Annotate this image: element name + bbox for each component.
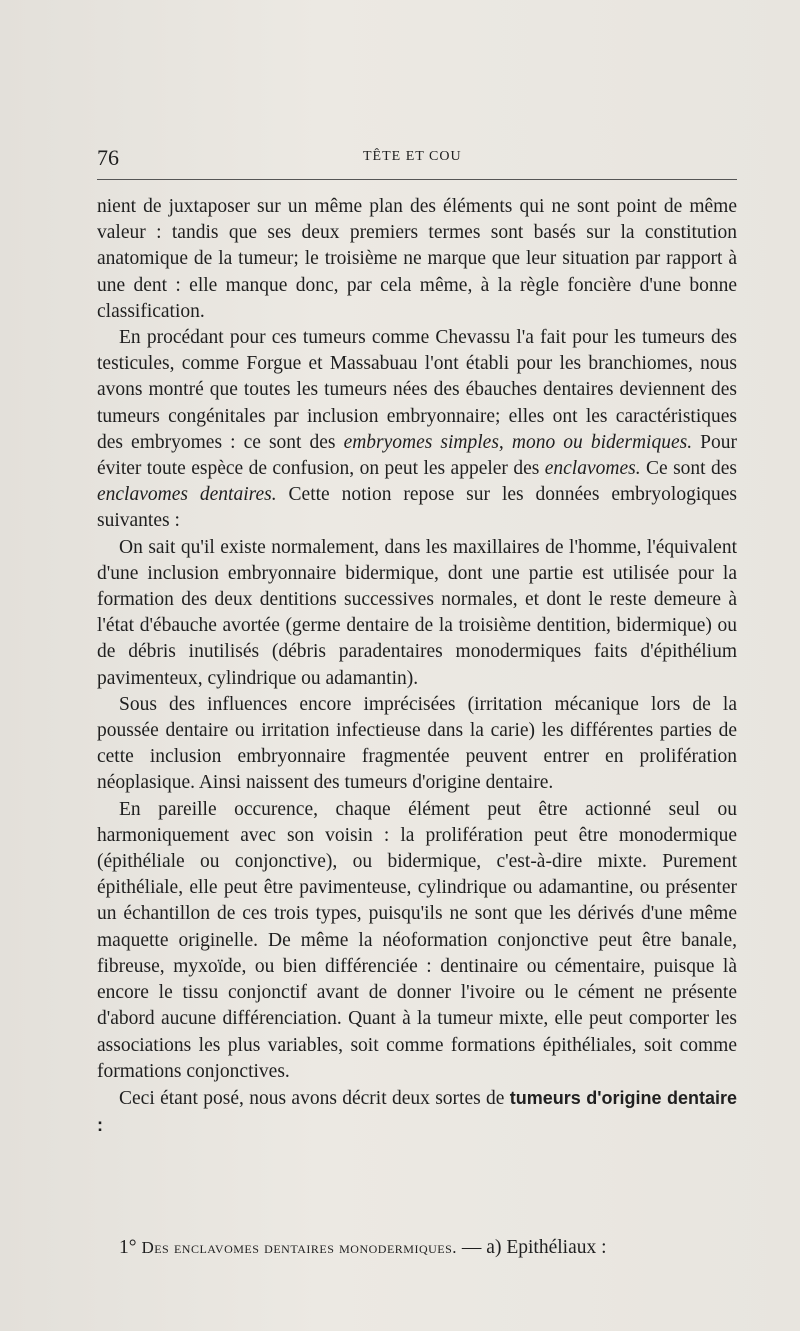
paragraph-4: Sous des influences encore imprécisées (irritation mécanique lors de la poussée dentaire ou irritation infectieuse dans la carie) les différentes parties de cette inclusion embryonnaire fragmentée peuvent entrer en prolifération néoplasique. Ainsi naissent des tumeurs d'origine dentaire. [97,693,737,794]
paragraph-2-text-a: En procédant pour ces tumeurs comme Chevassu l'a fait pour les tumeurs des testicules, comme Forgue et Massabuau l'ont établi pour les branchiomes, nous avons montré que toutes les tumeurs nées des ébauches dentaires deviennent des tumeurs congénitales par inclusion embryonnaire; elles ont les caractéristiques des embryomes : ce sont des [97,327,737,453]
section-heading-line [97,1237,737,1259]
paragraph-5: En pareille occurence, chaque élément peut être actionné seul ou harmoniquement avec son voisin : la prolifération peut être monodermique (épithéliale ou conjonctive), ou bidermique, c'est-à-dire mixte. Purement épithéliale, elle peut être pavimenteuse, cylindrique ou adamantine, ou présenter un échantillon de ces trois types, puisqu'ils ne sont que les dérivés d'une même maquette originelle. De même la néoformation conjonctive peut être banale, fibreuse, myxoïde, ou bien différenciée : dentinaire ou cémentaire, puisque là encore le tissu conjonctif avant de donner l'ivoire ou le cément ne présente d'abord aucune différenciation. Quant à la tumeur mixte, elle peut comporter les associations les plus variables, soit comme formations épithéliales, soit comme formations conjonctives. [97,798,737,1082]
section-subheading: Epithéliaux : [506,1237,607,1258]
paragraph-6 [97,1085,737,1139]
paragraph-3: On sait qu'il existe normalement, dans les maxillaires de l'homme, l'équivalent d'une inclusion embryonnaire bidermique, dont une partie est utilisée pour la formation des deux dentitions successives normales, et dont le reste demeure à l'état d'ébauche avortée (germe dentaire de la troisième dentition, bidermique) ou de débris inutilisés (débris paradentaires monodermiques faits d'épithélium pavimenteux, cylindrique ou adamantin). [97,536,737,689]
running-head: TÊTE ET COU [363,149,462,164]
paragraph-1: nient de juxtaposer sur un même plan des éléments qui ne sont point de même valeur : tandis que ses deux premiers termes sont basés sur la constitution anatomique de la tumeur; le troisième ne marque que leur situation par rapport à une dent : elle manque donc, par cela même, à la règle foncière d'une bonne classification. [97,196,737,322]
paragraph-2-text-c: Ce sont des [640,458,737,480]
section-dash: — a) [457,1237,507,1258]
paragraph-2-italic-1: embryomes simples, mono ou bidermiques. [343,431,693,453]
body-text [97,194,737,1139]
paragraph-2-text-b: Pour éviter toute espèce de confusion, on peut les appeler des [97,431,738,480]
paragraph-2-italic-3: enclavomes dentaires. [97,484,277,506]
paragraph-2-text-d: Cette notion repose sur les données embryologiques suivantes : [97,484,737,532]
section-number: 1° [119,1237,137,1258]
paragraph-6-bold: tumeurs d'origine dentaire : [97,1087,737,1136]
section-heading: Des enclavomes dentaires monodermiques. [141,1238,458,1257]
paragraph-6-text: Ceci étant posé, nous avons décrit deux sortes de [119,1087,510,1109]
paragraph-2 [97,325,737,535]
page-header [97,145,737,180]
page-number: 76 [97,145,119,170]
paragraph-2-italic-2: enclavomes. [544,458,641,480]
